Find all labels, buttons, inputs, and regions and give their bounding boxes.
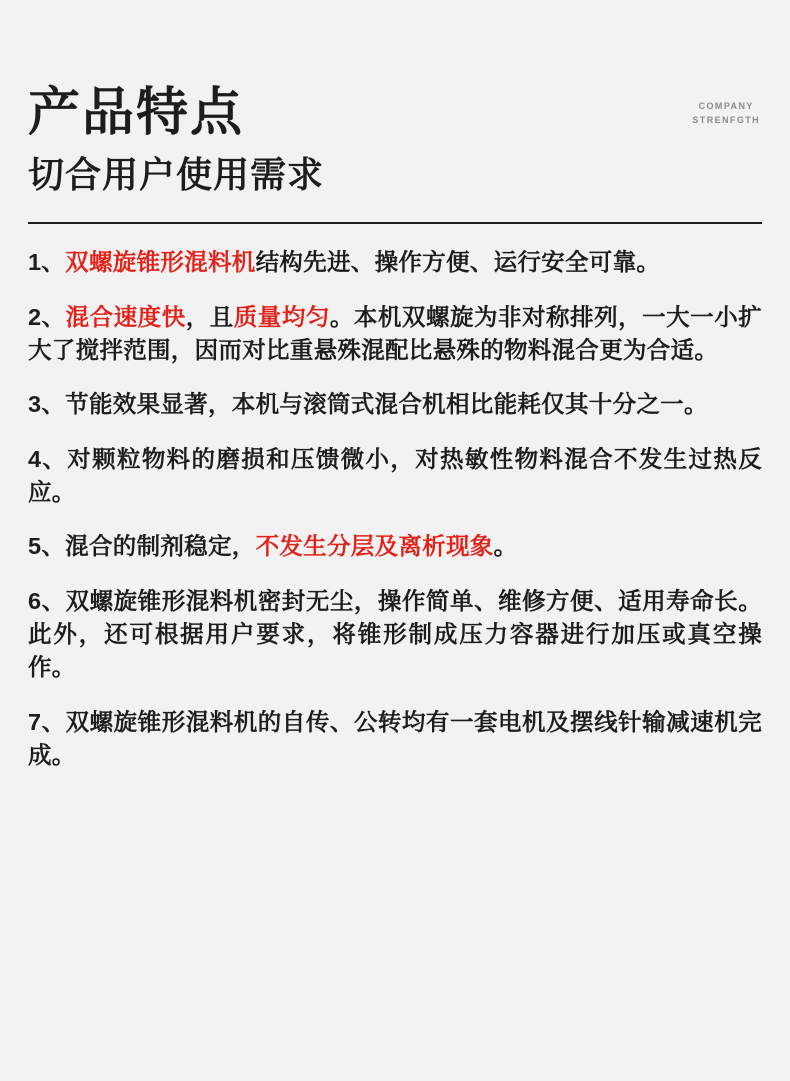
feature-item-highlight: 质量均匀 [233, 303, 330, 330]
page-title: 产品特点 [28, 84, 245, 142]
feature-item [28, 530, 762, 563]
feature-item-number: 4、 [28, 445, 68, 472]
feature-item-text: ，且 [185, 303, 234, 330]
page-subtitle: 切合用户使用需求 [28, 153, 325, 195]
feature-item-highlight: 双螺旋锥形混料机 [65, 249, 256, 276]
feature-item [28, 388, 762, 421]
feature-item [28, 301, 762, 368]
feature-item-number: 7、 [28, 708, 66, 735]
feature-item-text: 双螺旋锥形混料机密封无尘，操作简单、维修方便、适用寿命长。此外，还可根据用户要求，将锥形制成压力容器进行加压或真空操作。 [28, 587, 763, 681]
feature-item [28, 706, 762, 773]
feature-item-text: 。 [493, 533, 518, 560]
corner-mark-line2: STRENFGTH [692, 114, 760, 125]
feature-item-text: 混合的制剂稳定， [65, 533, 256, 560]
feature-item-text: 节能效果显著，本机与滚筒式混合机相比能耗仅其十分之一。 [65, 391, 708, 418]
feature-list [28, 246, 762, 772]
feature-item-text: 结构先进、操作方便、运行安全可靠。 [255, 249, 661, 276]
page-header [28, 0, 762, 194]
feature-item-number: 5、 [28, 533, 66, 560]
feature-item-highlight: 不发生分层及离析现象 [255, 533, 494, 560]
feature-item [28, 246, 762, 279]
feature-item-number: 2、 [28, 303, 66, 330]
feature-item [28, 585, 762, 685]
feature-item-highlight: 混合速度快 [65, 303, 186, 330]
feature-item-text: 双螺旋锥形混料机的自传、公转均有一套电机及摆线针输减速机完成。 [28, 708, 763, 769]
feature-item-text: 。本机双螺旋为非对称排列，一大一小扩大了搅拌范围，因而对比重悬殊混配比悬殊的物料混合更为合适。 [28, 303, 763, 363]
feature-item-number: 6、 [28, 587, 66, 614]
feature-item-number: 1、 [28, 249, 66, 276]
feature-item-number: 3、 [28, 391, 66, 418]
feature-item-text: 对颗粒物料的磨损和压馈微小，对热敏性物料混合不发生过热反应。 [28, 445, 763, 505]
header-divider [28, 222, 762, 224]
feature-item [28, 443, 762, 510]
corner-mark-line1: COMPANY [698, 101, 754, 111]
company-strength-mark [692, 100, 760, 128]
